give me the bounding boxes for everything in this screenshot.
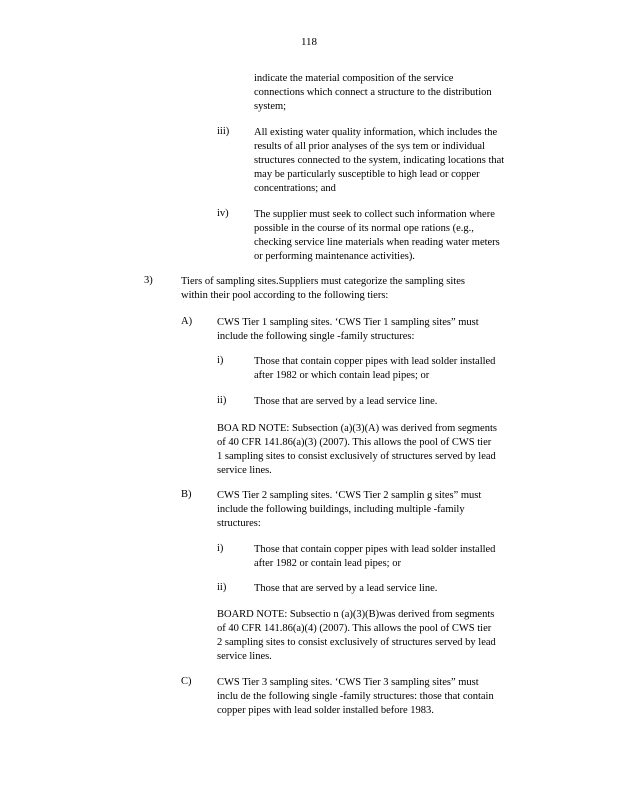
list-marker: i) <box>217 355 224 366</box>
text-line: 2 sampling sites to consist exclusively of structures served by lead <box>217 637 496 648</box>
text-line: All existing water quality information, which includes the <box>254 127 498 138</box>
text-line: include the following single -family structures: <box>217 331 415 342</box>
text-line: 1 sampling sites to consist exclusively of structures served by lead <box>217 451 496 462</box>
text-line: Those that are served by a lead service line. <box>254 583 438 594</box>
text-line: indicate the material composition of the service <box>254 73 454 84</box>
tier-b-item-ii <box>254 582 437 596</box>
text-line: after 1982 or contain lead pipes; or <box>254 558 401 569</box>
list-marker: iii) <box>217 126 230 137</box>
tier-a-item-ii <box>254 395 437 409</box>
text-line: Those that contain copper pipes with lead solder installed <box>254 544 496 555</box>
tier-a-paragraph <box>217 316 479 344</box>
tier-a-item-i <box>254 355 495 383</box>
item-iii-paragraph <box>254 126 504 196</box>
text-line: or performing maintenance activities). <box>254 251 415 262</box>
text-line: structures: <box>217 518 261 529</box>
item-iv-paragraph <box>254 208 500 264</box>
text-line: after 1982 or which contain lead pipes; or <box>254 370 430 381</box>
text-line: The supplier must seek to collect such information where <box>254 209 495 220</box>
text-line: BOARD NOTE: Subsectio n (a)(3)(B)was derived from segments <box>217 609 495 620</box>
text-line: within their pool according to the following tiers: <box>181 290 389 301</box>
section-marker: 3) <box>144 275 153 286</box>
tier-marker: B) <box>181 489 192 500</box>
tier-a-board-note <box>217 422 497 478</box>
page-number: 118 <box>300 36 318 48</box>
text-line: copper pipes with lead solder installed before 1983. <box>217 705 434 716</box>
text-line: results of all prior analyses of the sys tem or individual <box>254 141 485 152</box>
tier-b-item-i <box>254 543 495 571</box>
text-line: system; <box>254 101 287 112</box>
text-line: include the following buildings, including multiple -family <box>217 504 465 515</box>
text-line: Those that contain copper pipes with lead solder installed <box>254 356 496 367</box>
text-line: Those that are served by a lead service line. <box>254 396 438 407</box>
tier-c-paragraph <box>217 676 494 718</box>
text-line: CWS Tier 3 sampling sites. ‘CWS Tier 3 sampling sites” must <box>217 677 479 688</box>
tier-marker: C) <box>181 676 192 687</box>
text-line: possible in the course of its normal ope rations (e.g., <box>254 223 474 234</box>
text-line: of 40 CFR 141.86(a)(4) (2007). This allows the pool of CWS tier <box>217 623 492 634</box>
text-line: BOA RD NOTE: Subsection (a)(3)(A) was derived from segments <box>217 423 497 434</box>
section-3-paragraph <box>181 275 465 303</box>
list-marker: iv) <box>217 208 229 219</box>
text-line: CWS Tier 1 sampling sites. ‘CWS Tier 1 sampling sites” must <box>217 317 479 328</box>
text-line: may be particularly susceptible to high lead or copper <box>254 169 480 180</box>
text-line: structures connected to the system, indicating locations that <box>254 155 505 166</box>
list-marker: ii) <box>217 395 227 406</box>
text-line: inclu de the following single -family structures: those that contain <box>217 691 494 702</box>
text-line: of 40 CFR 141.86(a)(3) (2007). This allows the pool of CWS tier <box>217 437 492 448</box>
text-line: CWS Tier 2 sampling sites. ‘CWS Tier 2 samplin g sites” must <box>217 490 482 501</box>
tier-b-board-note <box>217 608 496 664</box>
text-line: service lines. <box>217 651 272 662</box>
list-marker: ii) <box>217 582 227 593</box>
text-line: service lines. <box>217 465 272 476</box>
tier-marker: A) <box>181 316 193 327</box>
intro-paragraph <box>254 72 492 114</box>
list-marker: i) <box>217 543 224 554</box>
text-line: connections which connect a structure to the distribution <box>254 87 492 98</box>
tier-b-paragraph <box>217 489 481 531</box>
text-line: concentrations; and <box>254 183 336 194</box>
text-line: Tiers of sampling sites.Suppliers must categorize the sampling sites <box>181 276 465 287</box>
text-line: checking service line materials when reading water meters <box>254 237 500 248</box>
